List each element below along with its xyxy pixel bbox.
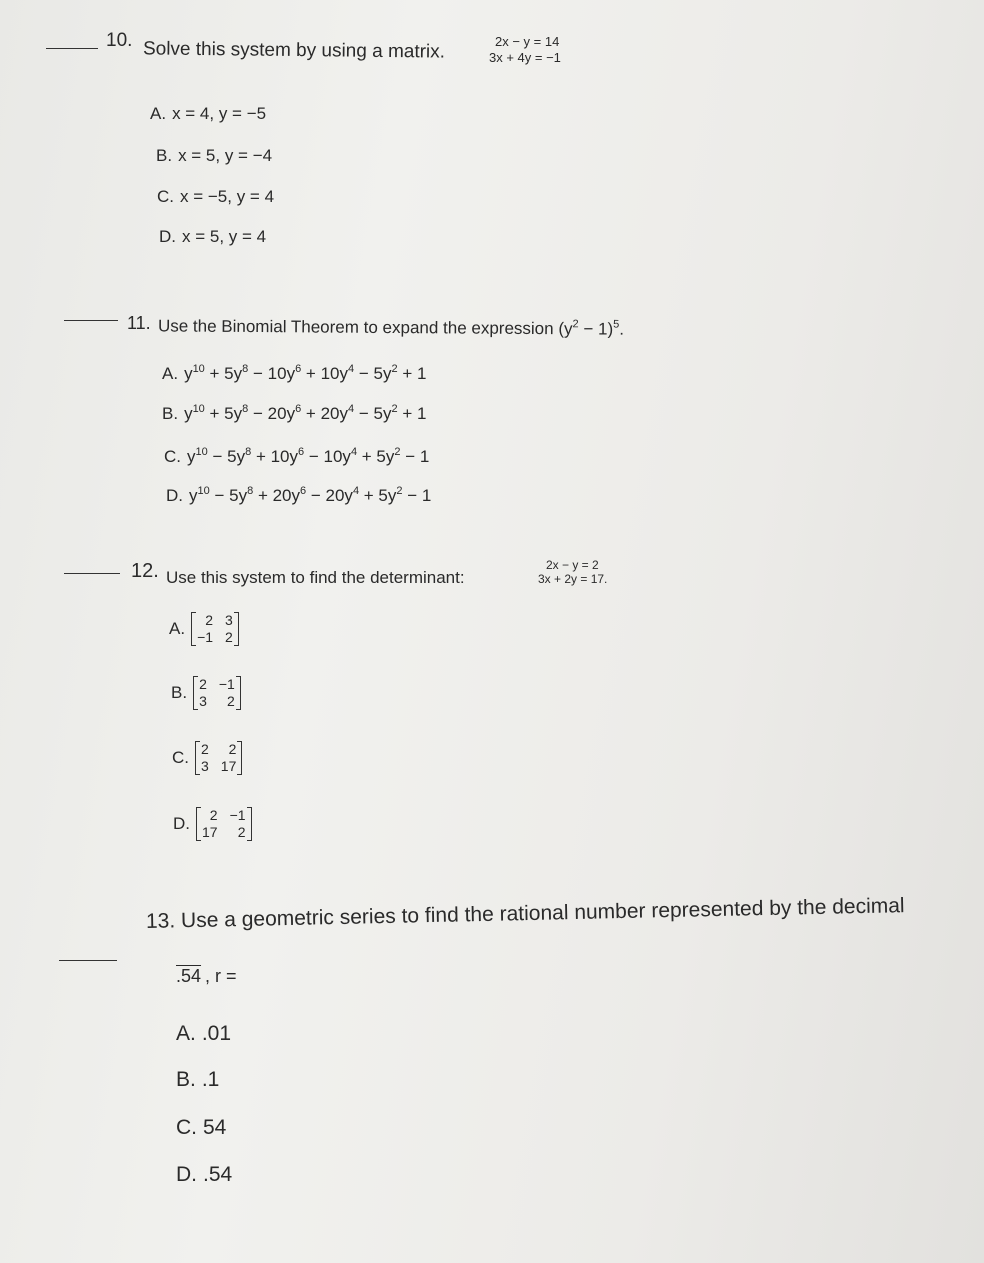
question-number: 12. [131,560,159,582]
choice-a: A. x = 4, y = −5 [150,104,267,123]
question-number: 11. [127,313,151,333]
matrix: 2 3 −1 2 [191,612,239,646]
choice-a: A. .01 [176,1022,232,1045]
expression: $(y^2 - 1)^5$. [558,318,625,339]
choice-c: C. 54 [176,1116,227,1139]
repeating-decimal: .54 , r = [176,966,237,986]
matrix: 2 −1 3 2 [193,676,241,710]
choice-a: A. 2 3 −1 2 [169,612,239,646]
answer-blank[interactable] [64,573,120,574]
choice-d: D. x = 5, y = 4 [159,227,267,246]
polynomial: $y^{10} + 5y^8 - 20y^6 + 20y^4 - 5y^2 + 1$ [184,403,427,423]
question-text: 13. Use a geometric series to find the rational number represented by the decimal [145,894,905,933]
equation-2: 3x + 4y = −1 [489,50,561,65]
equation-2: 3x + 2y = 17. [538,572,608,586]
question-number: 13. [145,909,176,933]
answer-blank[interactable] [46,48,98,49]
choice-d: D. $y^{10} - 5y^8 + 20y^6 - 20y^4 + 5y^2 - 1$ [166,485,432,505]
polynomial: $y^{10} + 5y^8 - 10y^6 + 10y^4 - 5y^2 + 1$ [184,363,427,383]
question-text: Use the Binomial Theorem to expand the expression $(y^2 - 1)^5$. [157,316,625,339]
choice-d: D. .54 [176,1163,233,1186]
choice-d: D. 2 −1 17 2 [173,807,252,841]
choice-a: A. $y^{10} + 5y^8 - 10y^6 + 10y^4 - 5y^2 + 1$ [162,363,427,383]
choice-c: C. x = −5, y = 4 [157,187,275,206]
polynomial: $y^{10} - 5y^8 + 10y^6 - 10y^4 + 5y^2 - 1$ [187,446,430,466]
matrix: 2 −1 17 2 [196,807,252,841]
answer-blank[interactable] [59,960,117,961]
answer-blank[interactable] [64,320,118,321]
matrix: 2 2 3 17 [195,741,242,775]
equation-system [489,34,561,66]
equation-1: 2x − y = 2 [546,558,599,572]
choice-c: C. 2 2 3 17 [172,741,242,775]
equation-system [538,558,607,586]
question-text: Use this system to find the determinant: [166,568,465,587]
choice-c: C. $y^{10} - 5y^8 + 10y^6 - 10y^4 + 5y^2 - 1$ [164,446,430,466]
polynomial: $y^{10} - 5y^8 + 20y^6 - 20y^4 + 5y^2 - 1$ [189,485,432,505]
choice-b: B. 2 −1 3 2 [171,676,241,710]
choice-b: B. $y^{10} + 5y^8 - 20y^6 + 20y^4 - 5y^2 + 1$ [162,403,427,423]
equation-1: 2x − y = 14 [495,34,560,49]
question-number: 10. [106,30,133,51]
choice-b: B. .1 [176,1068,220,1091]
choice-b: B. x = 5, y = −4 [156,146,273,165]
question-text: Solve this system by using a matrix. [142,38,446,63]
